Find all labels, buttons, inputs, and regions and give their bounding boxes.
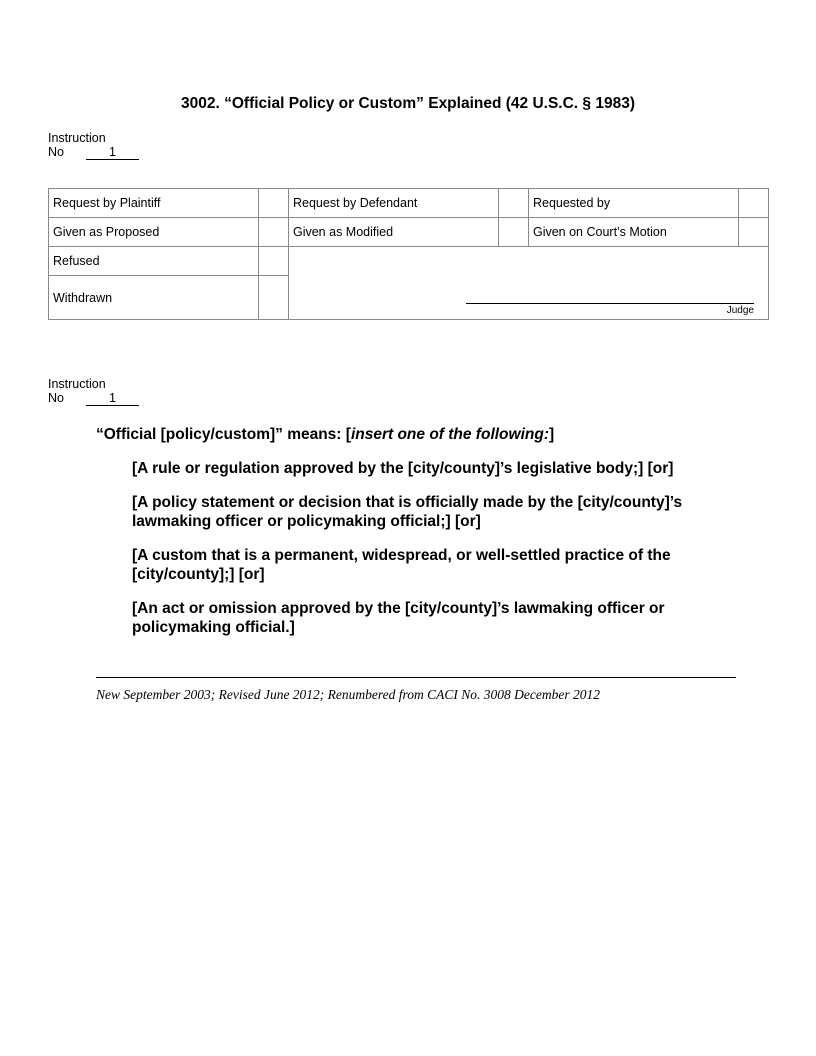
given-on-courts-motion-label: Given on Court’s Motion xyxy=(528,218,738,247)
given-as-proposed-checkbox[interactable] xyxy=(258,218,288,247)
request-by-plaintiff-label: Request by Plaintiff xyxy=(49,189,259,218)
given-as-proposed-label: Given as Proposed xyxy=(49,218,259,247)
bracket-item-1: [A rule or regulation approved by the [city/county]’s legislative body;] [or] xyxy=(132,460,674,477)
no-label: No xyxy=(48,391,64,405)
request-by-defendant-label: Request by Defendant xyxy=(288,189,498,218)
divider-line xyxy=(96,677,736,678)
given-on-courts-motion-checkbox[interactable] xyxy=(738,218,768,247)
instruction-body xyxy=(96,425,736,652)
refused-checkbox[interactable] xyxy=(258,247,288,276)
instruction-number-block-2 xyxy=(48,377,139,406)
requested-by-checkbox[interactable] xyxy=(738,189,768,218)
withdrawn-checkbox[interactable] xyxy=(258,276,288,320)
bracket-item-4: [An act or omission approved by the [city/county]’s lawmaking officer or policymaking official.] xyxy=(132,600,665,636)
request-by-plaintiff-checkbox[interactable] xyxy=(258,189,288,218)
instruction-number-block xyxy=(48,131,139,160)
bracket-item-3: [A custom that is a permanent, widespread, or well-settled practice of the [city/county];] [or] xyxy=(132,547,671,583)
instruction-label: Instruction xyxy=(48,377,106,391)
bracket-item-2: [A policy statement or decision that is officially made by the [city/county]’s lawmaking officer or policymaking official;] [or] xyxy=(132,494,683,530)
intro-italic: insert one of the following: xyxy=(350,426,549,443)
instruction-label: Instruction xyxy=(48,131,106,145)
judge-signature-area xyxy=(288,247,768,320)
judge-label: Judge xyxy=(726,305,754,316)
judge-signature-line[interactable] xyxy=(466,303,754,304)
given-as-modified-checkbox[interactable] xyxy=(498,218,528,247)
instruction-status-table xyxy=(48,188,769,320)
withdrawn-label: Withdrawn xyxy=(49,276,259,320)
no-label: No xyxy=(48,145,64,159)
request-by-defendant-checkbox[interactable] xyxy=(498,189,528,218)
given-as-modified-label: Given as Modified xyxy=(288,218,498,247)
page-title: 3002. “Official Policy or Custom” Explained (42 U.S.C. § 1983) xyxy=(181,95,635,112)
instruction-number-field[interactable]: 1 xyxy=(86,392,139,406)
refused-label: Refused xyxy=(49,247,259,276)
requested-by-label: Requested by xyxy=(528,189,738,218)
instruction-number-field[interactable]: 1 xyxy=(86,146,139,160)
instruction-intro: “Official [policy/custom]” means: [insert one of the following:] xyxy=(96,426,555,443)
history-note: New September 2003; Revised June 2012; Renumbered from CACI No. 3008 December 2012 xyxy=(96,687,601,702)
